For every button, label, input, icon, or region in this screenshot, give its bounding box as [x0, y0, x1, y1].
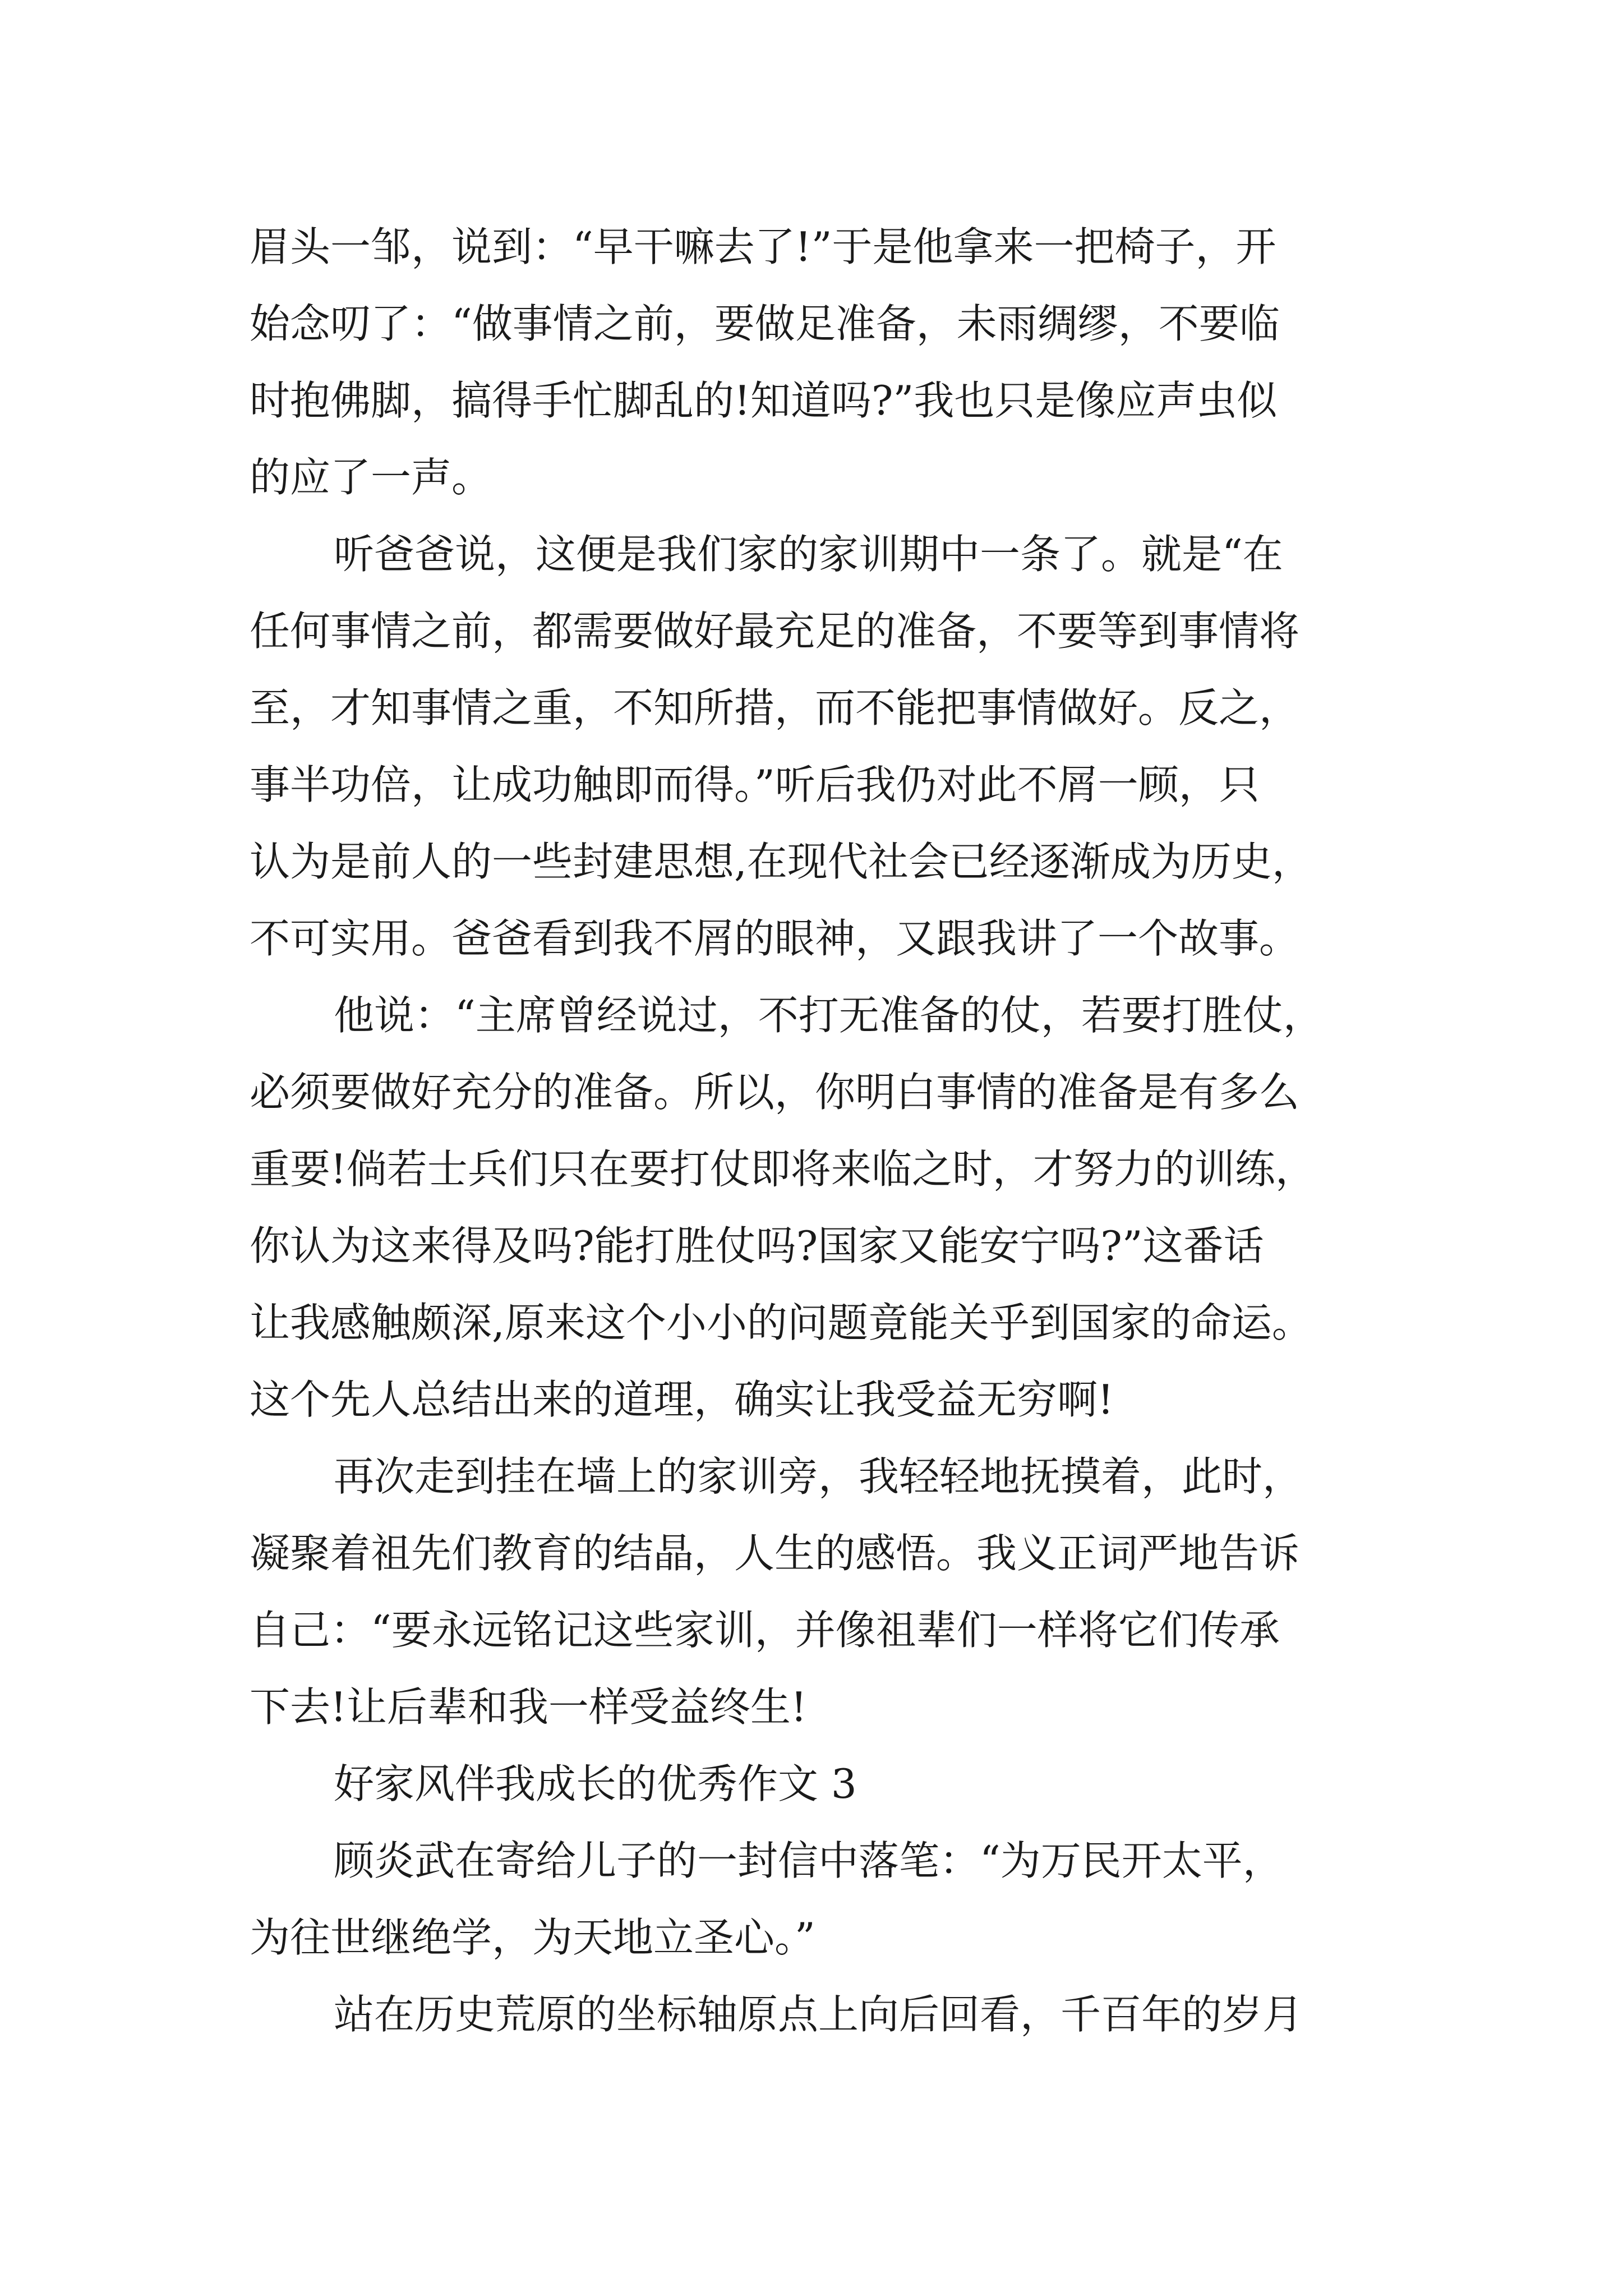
text-line: 让我感触颇深,原来这个小小的问题竟能关乎到国家的命运。 [250, 1299, 1312, 1346]
paragraph-first-line: 听爸爸说，这便是我们家的家训期中一条了。就是“在 [334, 531, 1283, 578]
text-line: 自己：“要永远铭记这些家训，并像祖辈们一样将它们传承 [250, 1607, 1280, 1654]
text-line: 不可实用。爸爸看到我不屑的眼神，又跟我讲了一个故事。 [250, 915, 1300, 962]
text-line: 眉头一邹，说到：“早干嘛去了!”于是他拿来一把椅子，开 [250, 223, 1276, 270]
text-line: 凝聚着祖先们教育的结晶，人生的感悟。我义正词严地告诉 [250, 1530, 1300, 1577]
text-line: 始念叨了：“做事情之前，要做足准备，未雨绸缪，不要临 [250, 300, 1280, 347]
text-line: 下去!让后辈和我一样受益终生! [250, 1683, 807, 1731]
paragraph-first-line: 再次走到挂在墙上的家训旁，我轻轻地抚摸着，此时， [334, 1453, 1303, 1500]
paragraph-first-line: 他说：“主席曾经说过，不打无准备的仗，若要打胜仗， [334, 992, 1324, 1039]
section-heading: 好家风伴我成长的优秀作文 3 [334, 1760, 857, 1807]
text-line: 时抱佛脚，搞得手忙脚乱的!知道吗?”我也只是像应声虫似 [250, 377, 1278, 424]
text-line: 这个先人总结出来的道理，确实让我受益无穷啊! [250, 1376, 1114, 1423]
paragraph-first-line: 顾炎武在寄给儿子的一封信中落笔：“为万民开太平， [334, 1837, 1283, 1884]
text-line: 重要!倘若士兵们只在要打仗即将来临之时，才努力的训练， [250, 1145, 1316, 1193]
text-line: 任何事情之前，都需要做好最充足的准备，不要等到事情将 [250, 608, 1300, 655]
text-line: 必须要做好充分的准备。所以，你明白事情的准备是有多么 [250, 1069, 1300, 1116]
paragraph-first-line: 站在历史荒原的坐标轴原点上向后回看，千百年的岁月 [334, 1991, 1303, 2038]
document-body [250, 209, 1394, 2053]
text-line: 认为是前人的一些封建思想,在现代社会已经逐渐成为历史， [250, 838, 1312, 885]
text-line: 至，才知事情之重，不知所措，而不能把事情做好。反之， [250, 684, 1300, 731]
text-line: 为往世继绝学，为天地立圣心。” [250, 1914, 815, 1961]
text-line: 的应了一声。 [250, 454, 492, 501]
text-line: 你认为这来得及吗?能打胜仗吗?国家又能安宁吗?”这番话 [250, 1222, 1264, 1269]
text-line: 事半功倍，让成功触即而得。”听后我仍对此不屑一顾，只 [250, 761, 1260, 808]
